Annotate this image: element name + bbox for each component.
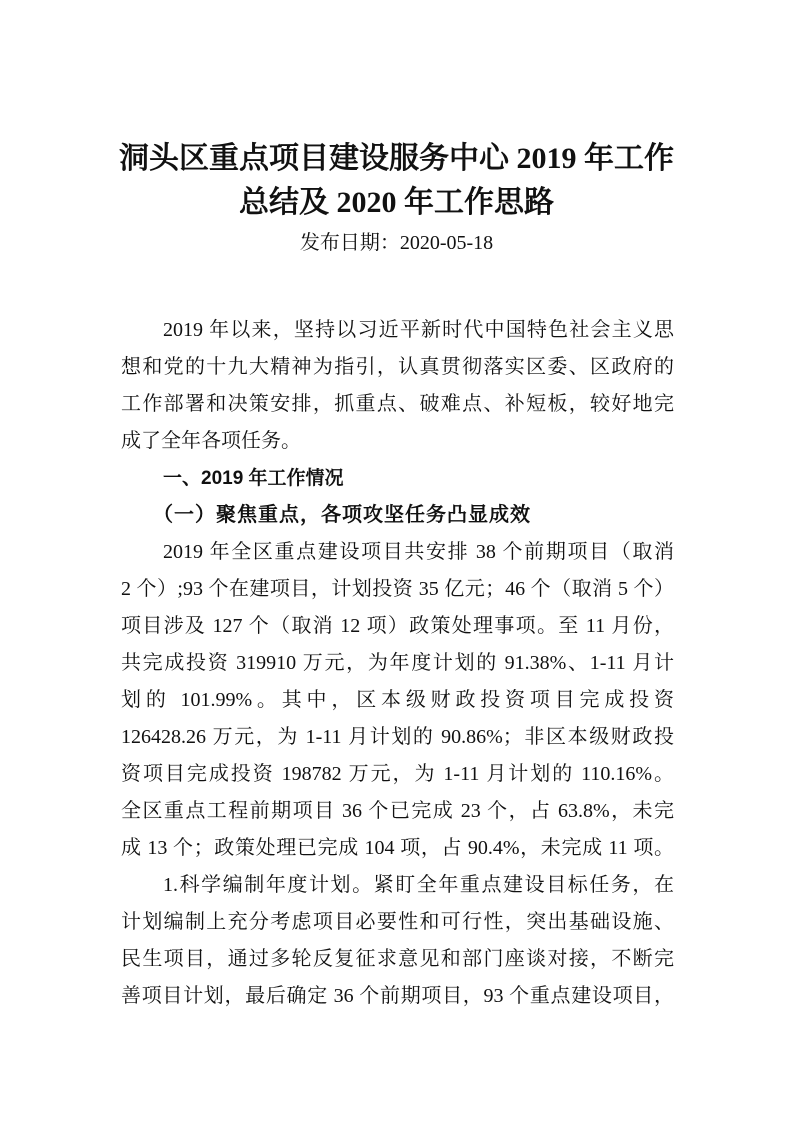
text-line: 资项目完成投资 198782 万元，为 1-11 月计划的 110.16%。 xyxy=(121,763,674,785)
plan-paragraph xyxy=(121,867,674,1015)
document-title-line-2: 总结及 2020 年工作思路 xyxy=(239,186,554,219)
text-line: 工作部署和决策安排，抓重点、破难点、补短板，较好地完 xyxy=(121,393,674,415)
text-line: 善项目计划，最后确定 36 个前期项目，93 个重点建设项目， xyxy=(121,985,674,1007)
intro-paragraph xyxy=(121,312,674,460)
text-line: 2 个）;93 个在建项目，计划投资 35 亿元；46 个（取消 5 个） xyxy=(121,578,674,600)
text-line: 126428.26 万元，为 1-11 月计划的 90.86%；非区本级财政投 xyxy=(121,726,674,748)
text-line: 全区重点工程前期项目 36 个已完成 23 个，占 63.8%，未完 xyxy=(121,800,674,822)
document-title-line-1: 洞头区重点项目建设服务中心 2019 年工作 xyxy=(119,142,674,175)
text-line: 想和党的十九大精神为指引，认真贯彻落实区委、区政府的 xyxy=(121,356,674,378)
text-line: 成 13 个；政策处理已完成 104 项，占 90.4%，未完成 11 项。 xyxy=(121,837,674,859)
text-line: 1.科学编制年度计划。紧盯全年重点建设目标任务，在 xyxy=(163,874,674,896)
text-line: 2019 年全区重点建设项目共安排 38 个前期项目（取消 xyxy=(163,541,674,563)
publish-date: 发布日期：2020-05-18 xyxy=(299,232,494,254)
section-heading: 一、2019 年工作情况 xyxy=(163,468,344,489)
subsection-heading: （一）聚焦重点，各项攻坚任务凸显成效 xyxy=(153,504,531,526)
text-line: 共完成投资 319910 万元，为年度计划的 91.38%、1-11 月计 xyxy=(121,652,674,674)
text-line: 民生项目，通过多轮反复征求意见和部门座谈对接，不断完 xyxy=(121,948,674,970)
text-line: 划的 101.99%。其中，区本级财政投资项目完成投资 xyxy=(121,689,674,711)
text-line: 成了全年各项任务。 xyxy=(121,430,301,452)
statistics-paragraph xyxy=(121,534,674,867)
text-line: 项目涉及 127 个（取消 12 项）政策处理事项。至 11 月份， xyxy=(121,615,674,637)
text-line: 计划编制上充分考虑项目必要性和可行性，突出基础设施、 xyxy=(121,911,674,933)
document-body xyxy=(121,312,674,1015)
text-line: 2019 年以来，坚持以习近平新时代中国特色社会主义思 xyxy=(163,319,674,341)
